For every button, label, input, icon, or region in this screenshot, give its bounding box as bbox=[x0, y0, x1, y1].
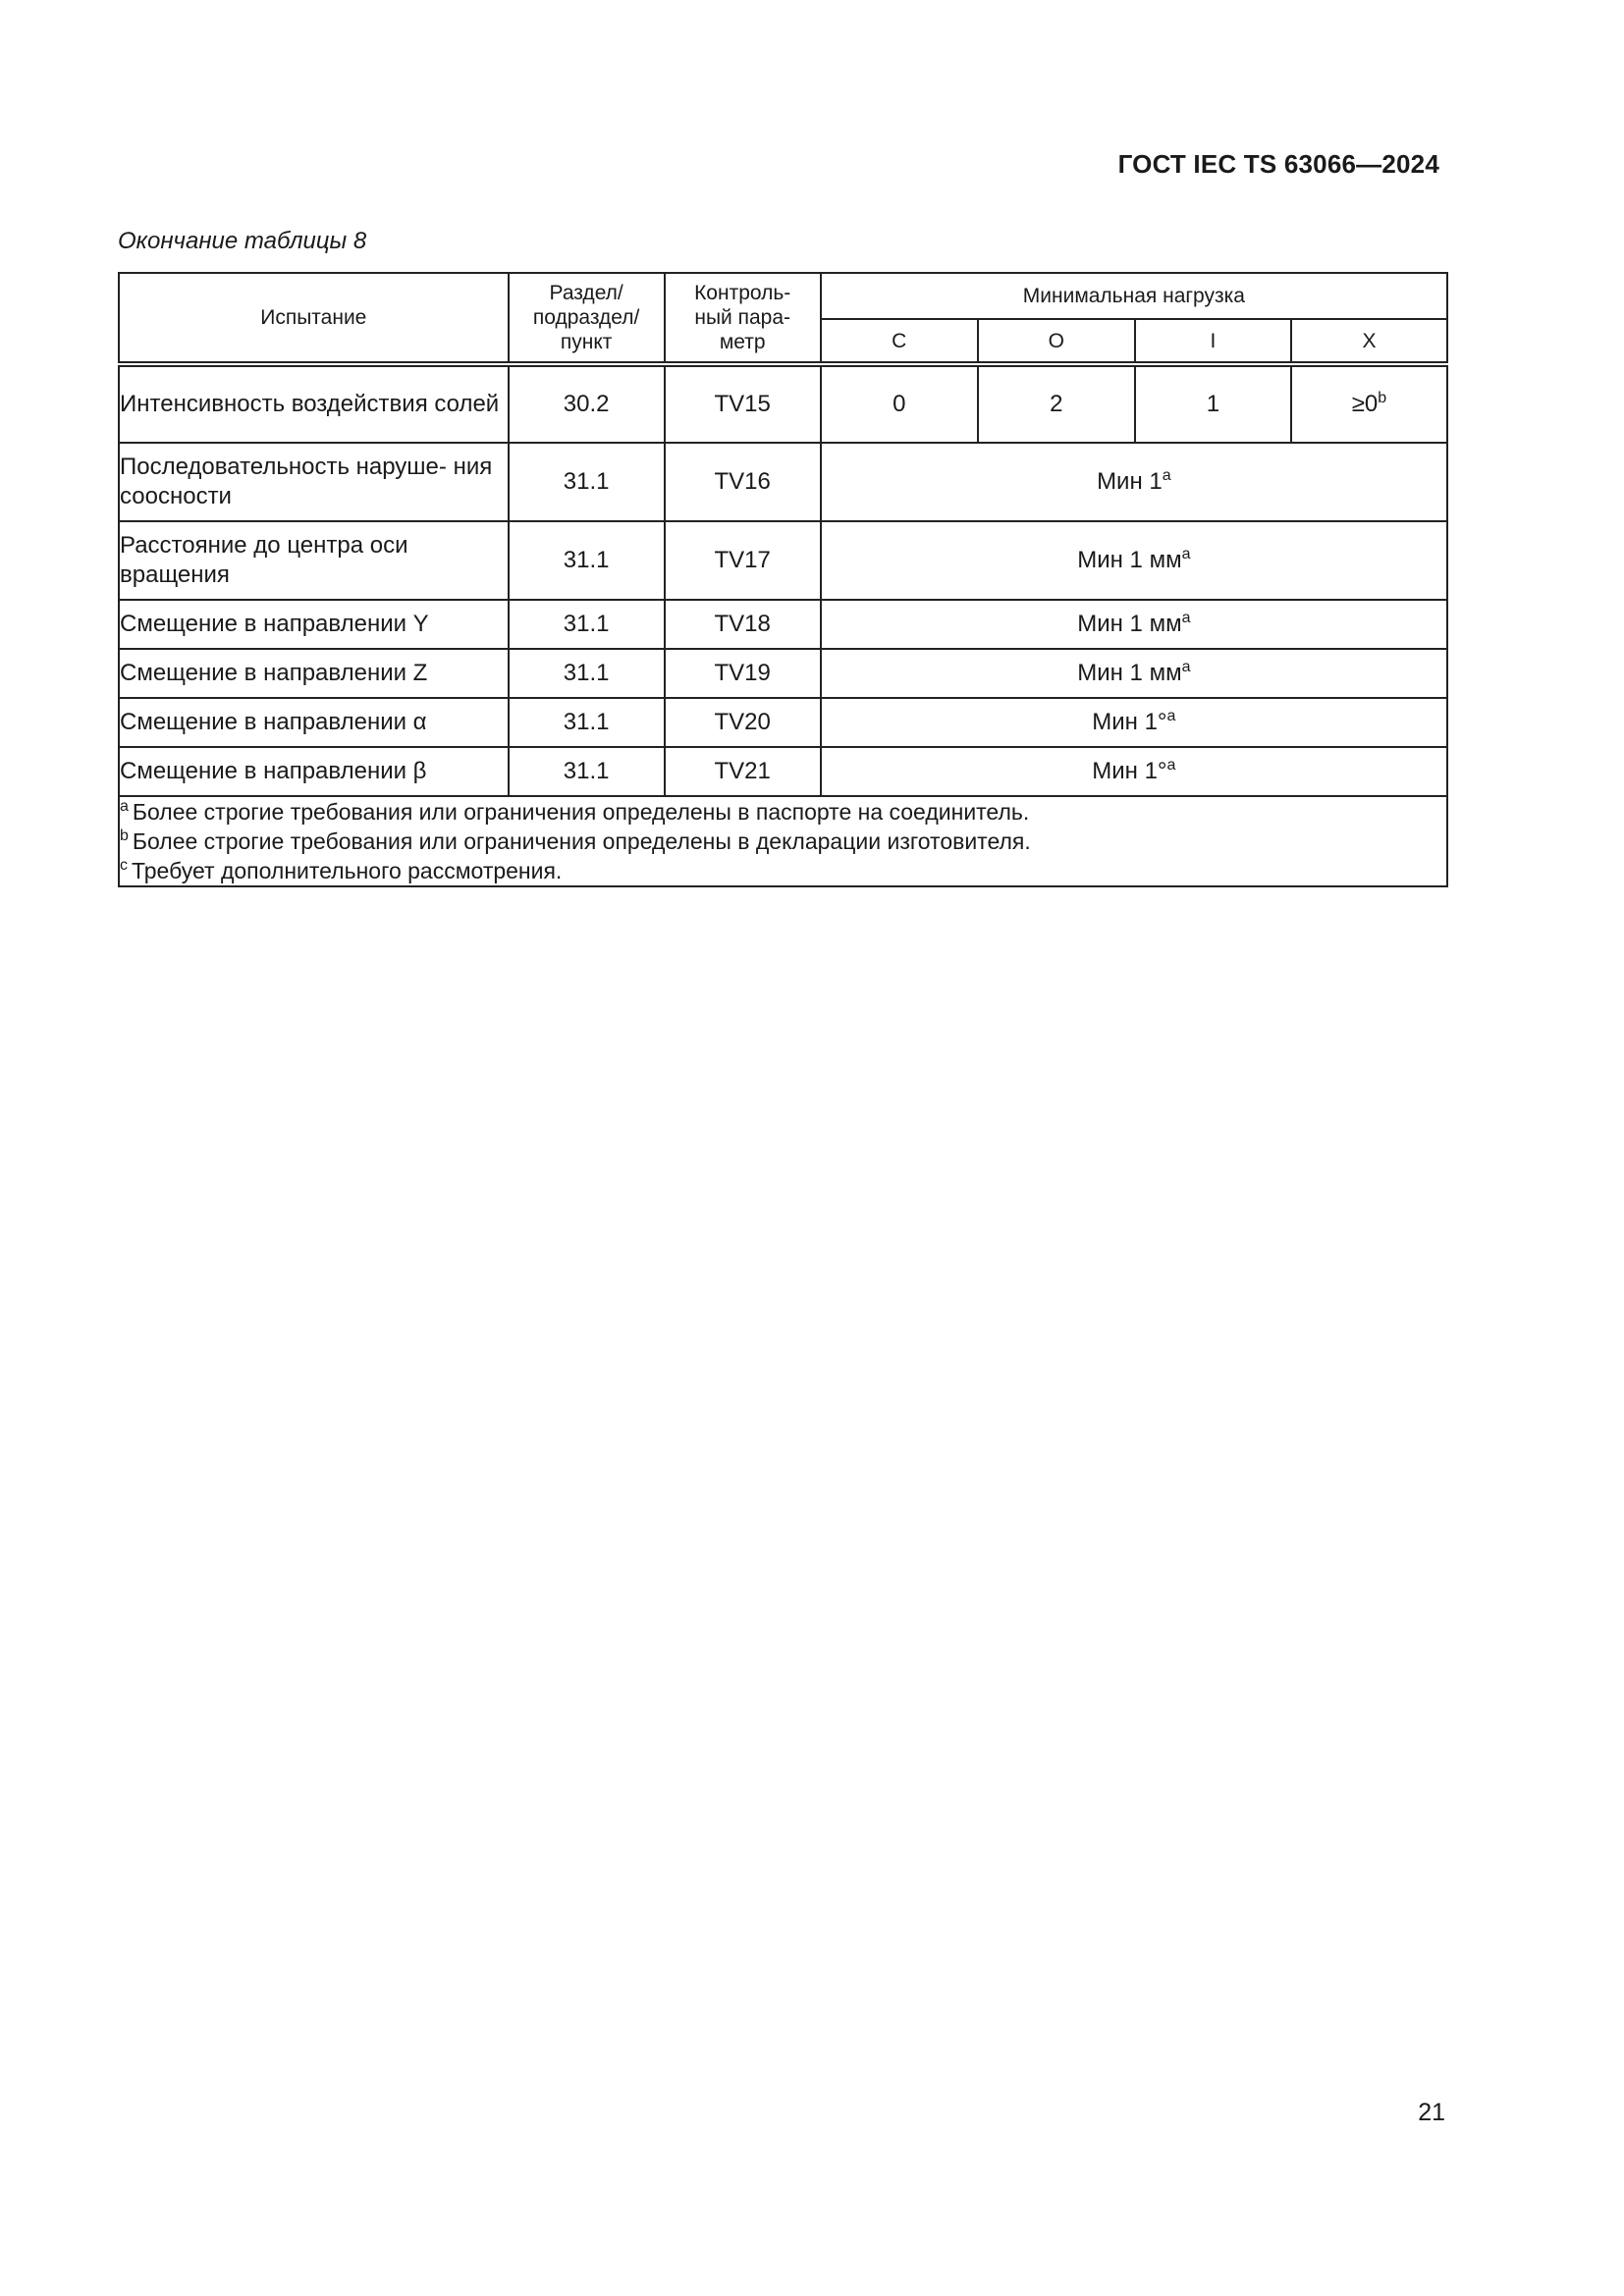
test-name: Интенсивность воздействия солей bbox=[119, 364, 509, 443]
param-cell: TV19 bbox=[665, 649, 821, 698]
footnote-ref: a bbox=[1166, 757, 1176, 774]
table-row bbox=[119, 649, 1447, 698]
page-number: 21 bbox=[1418, 2099, 1445, 2126]
load-merged-cell bbox=[821, 698, 1447, 747]
param-cell: TV16 bbox=[665, 443, 821, 521]
header-sub-o: O bbox=[978, 319, 1135, 364]
header-control-param: Контроль- ный пара- метр bbox=[665, 273, 821, 364]
load-value: Мин 1 мм bbox=[1077, 611, 1182, 637]
load-i-cell: 1 bbox=[1135, 364, 1291, 443]
load-merged-cell bbox=[821, 521, 1447, 600]
test-name: Смещение в направлении α bbox=[119, 698, 509, 747]
section-cell: 31.1 bbox=[509, 649, 665, 698]
footnote-ref: b bbox=[1378, 390, 1387, 406]
test-name: Смещение в направлении β bbox=[119, 747, 509, 796]
table-row bbox=[119, 443, 1447, 521]
footnotes-row bbox=[119, 796, 1447, 886]
load-value: Мин 1° bbox=[1092, 758, 1167, 784]
section-cell: 30.2 bbox=[509, 364, 665, 443]
test-name: Смещение в направлении Z bbox=[119, 649, 509, 698]
section-cell: 31.1 bbox=[509, 600, 665, 649]
load-merged-cell bbox=[821, 747, 1447, 796]
footnote-c bbox=[120, 856, 1446, 885]
test-name: Смещение в направлении Y bbox=[119, 600, 509, 649]
load-value: Мин 1 мм bbox=[1077, 660, 1182, 686]
header-test: Испытание bbox=[119, 273, 509, 364]
footnotes-cell bbox=[119, 796, 1447, 886]
footnote-ref: a bbox=[1181, 610, 1191, 626]
table-row bbox=[119, 698, 1447, 747]
header-sub-i: I bbox=[1135, 319, 1291, 364]
section-cell: 31.1 bbox=[509, 698, 665, 747]
footnote-b bbox=[120, 827, 1446, 856]
document-code: ГОСТ IEC TS 63066—2024 bbox=[1117, 149, 1439, 179]
footnote-text: Более строгие требования или ограничения определены в декларации изготовителя. bbox=[132, 828, 1031, 854]
test-name: Последовательность наруше- ния соосности bbox=[119, 443, 509, 521]
footnote-mark: b bbox=[120, 828, 129, 845]
load-o-cell: 2 bbox=[978, 364, 1135, 443]
load-merged-cell bbox=[821, 649, 1447, 698]
header-section: Раздел/ подраздел/ пункт bbox=[509, 273, 665, 364]
load-x-cell bbox=[1291, 364, 1447, 443]
table-row bbox=[119, 747, 1447, 796]
footnote-ref: a bbox=[1166, 708, 1176, 724]
param-cell: TV17 bbox=[665, 521, 821, 600]
footnote-text: Более строгие требования или ограничения определены в паспорте на соединитель. bbox=[132, 799, 1030, 825]
test-table bbox=[118, 272, 1448, 887]
section-cell: 31.1 bbox=[509, 443, 665, 521]
section-cell: 31.1 bbox=[509, 747, 665, 796]
test-name: Расстояние до центра оси вращения bbox=[119, 521, 509, 600]
load-value: Мин 1 мм bbox=[1077, 547, 1182, 573]
table-caption: Окончание таблицы 8 bbox=[118, 228, 367, 254]
footnote-ref: a bbox=[1181, 659, 1191, 675]
load-value: Мин 1° bbox=[1092, 709, 1167, 735]
table-row bbox=[119, 600, 1447, 649]
header-sub-x: X bbox=[1291, 319, 1447, 364]
footnote-mark: a bbox=[120, 798, 129, 816]
footnote-text: Требует дополнительного рассмотрения. bbox=[132, 858, 563, 883]
footnote-ref: a bbox=[1162, 467, 1171, 484]
footnote-ref: a bbox=[1181, 546, 1191, 562]
load-merged-cell bbox=[821, 600, 1447, 649]
load-c-cell: 0 bbox=[821, 364, 978, 443]
load-x-value: ≥0 bbox=[1351, 391, 1379, 417]
table-row bbox=[119, 521, 1447, 600]
load-merged-cell bbox=[821, 443, 1447, 521]
param-cell: TV15 bbox=[665, 364, 821, 443]
param-cell: TV21 bbox=[665, 747, 821, 796]
footnote-mark: c bbox=[120, 857, 128, 875]
load-value: Мин 1 bbox=[1097, 468, 1163, 495]
header-sub-c: C bbox=[821, 319, 978, 364]
param-cell: TV20 bbox=[665, 698, 821, 747]
header-min-load: Минимальная нагрузка bbox=[821, 273, 1447, 319]
table-row bbox=[119, 364, 1447, 443]
param-cell: TV18 bbox=[665, 600, 821, 649]
section-cell: 31.1 bbox=[509, 521, 665, 600]
footnote-a bbox=[120, 797, 1446, 827]
